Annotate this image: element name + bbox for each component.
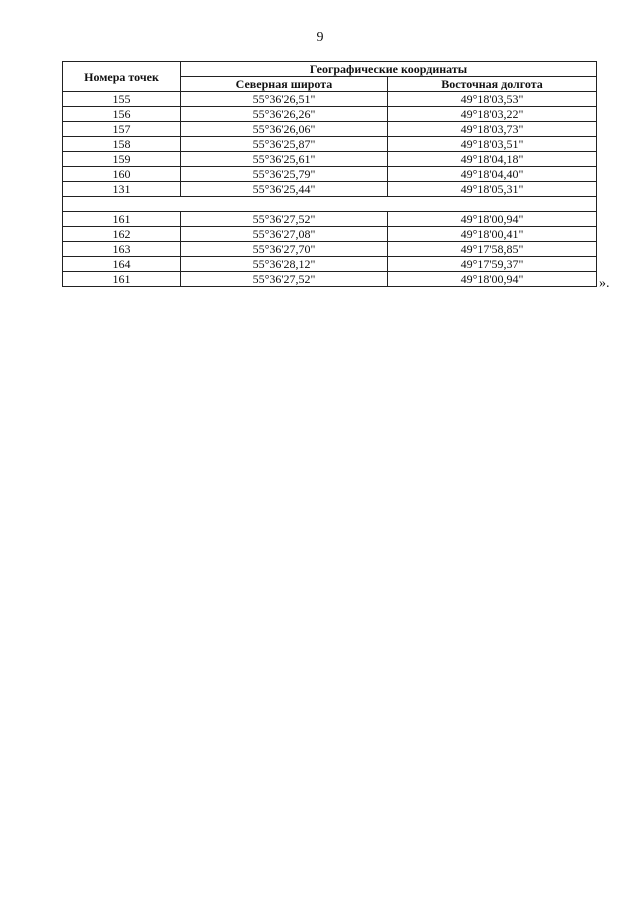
longitude-cell: 49°18'03,51" (388, 137, 597, 152)
longitude-cell: 49°17'59,37" (388, 257, 597, 272)
table-row (63, 227, 597, 242)
point-number-cell: 156 (63, 107, 181, 122)
table-row (63, 167, 597, 182)
point-number-cell: 157 (63, 122, 181, 137)
longitude-cell: 49°18'03,53" (388, 92, 597, 107)
point-number-cell: 160 (63, 167, 181, 182)
longitude-cell: 49°17'58,85" (388, 242, 597, 257)
latitude-cell: 55°36'25,44" (181, 182, 388, 197)
point-number-cell: 164 (63, 257, 181, 272)
table-row (63, 182, 597, 197)
point-number-cell: 159 (63, 152, 181, 167)
header-point-numbers: Номера точек (63, 62, 181, 92)
latitude-cell: 55°36'26,06" (181, 122, 388, 137)
coordinates-table (62, 61, 597, 287)
longitude-cell: 49°18'03,22" (388, 107, 597, 122)
latitude-cell: 55°36'27,52" (181, 272, 388, 287)
point-number-cell: 158 (63, 137, 181, 152)
table-row (63, 272, 597, 287)
latitude-cell: 55°36'26,51" (181, 92, 388, 107)
table-group-1 (63, 92, 597, 197)
longitude-cell: 49°18'05,31" (388, 182, 597, 197)
table-row (63, 152, 597, 167)
latitude-cell: 55°36'27,70" (181, 242, 388, 257)
separator-row (63, 197, 597, 212)
table-row (63, 257, 597, 272)
header-north-latitude: Северная широта (181, 77, 388, 92)
point-number-cell: 162 (63, 227, 181, 242)
latitude-cell: 55°36'25,61" (181, 152, 388, 167)
longitude-cell: 49°18'04,18" (388, 152, 597, 167)
point-number-cell: 163 (63, 242, 181, 257)
latitude-cell: 55°36'25,79" (181, 167, 388, 182)
latitude-cell: 55°36'27,08" (181, 227, 388, 242)
header-east-longitude: Восточная долгота (388, 77, 597, 92)
point-number-cell: 131 (63, 182, 181, 197)
table-row (63, 122, 597, 137)
table-row (63, 212, 597, 227)
latitude-cell: 55°36'27,52" (181, 212, 388, 227)
point-number-cell: 161 (63, 272, 181, 287)
longitude-cell: 49°18'00,94" (388, 212, 597, 227)
longitude-cell: 49°18'03,73" (388, 122, 597, 137)
longitude-cell: 49°18'00,94" (388, 272, 597, 287)
separator-cell (63, 197, 597, 212)
point-number-cell: 155 (63, 92, 181, 107)
table-row (63, 107, 597, 122)
table-row (63, 242, 597, 257)
table-row (63, 92, 597, 107)
point-number-cell: 161 (63, 212, 181, 227)
table-separator (63, 197, 597, 212)
longitude-cell: 49°18'04,40" (388, 167, 597, 182)
header-geographic-coordinates: Географические координаты (181, 62, 597, 77)
page-number: 9 (316, 30, 324, 45)
table-group-2 (63, 212, 597, 287)
table-row (63, 137, 597, 152)
longitude-cell: 49°18'00,41" (388, 227, 597, 242)
latitude-cell: 55°36'28,12" (181, 257, 388, 272)
closing-quote-mark: ». (599, 276, 610, 291)
latitude-cell: 55°36'25,87" (181, 137, 388, 152)
latitude-cell: 55°36'26,26" (181, 107, 388, 122)
